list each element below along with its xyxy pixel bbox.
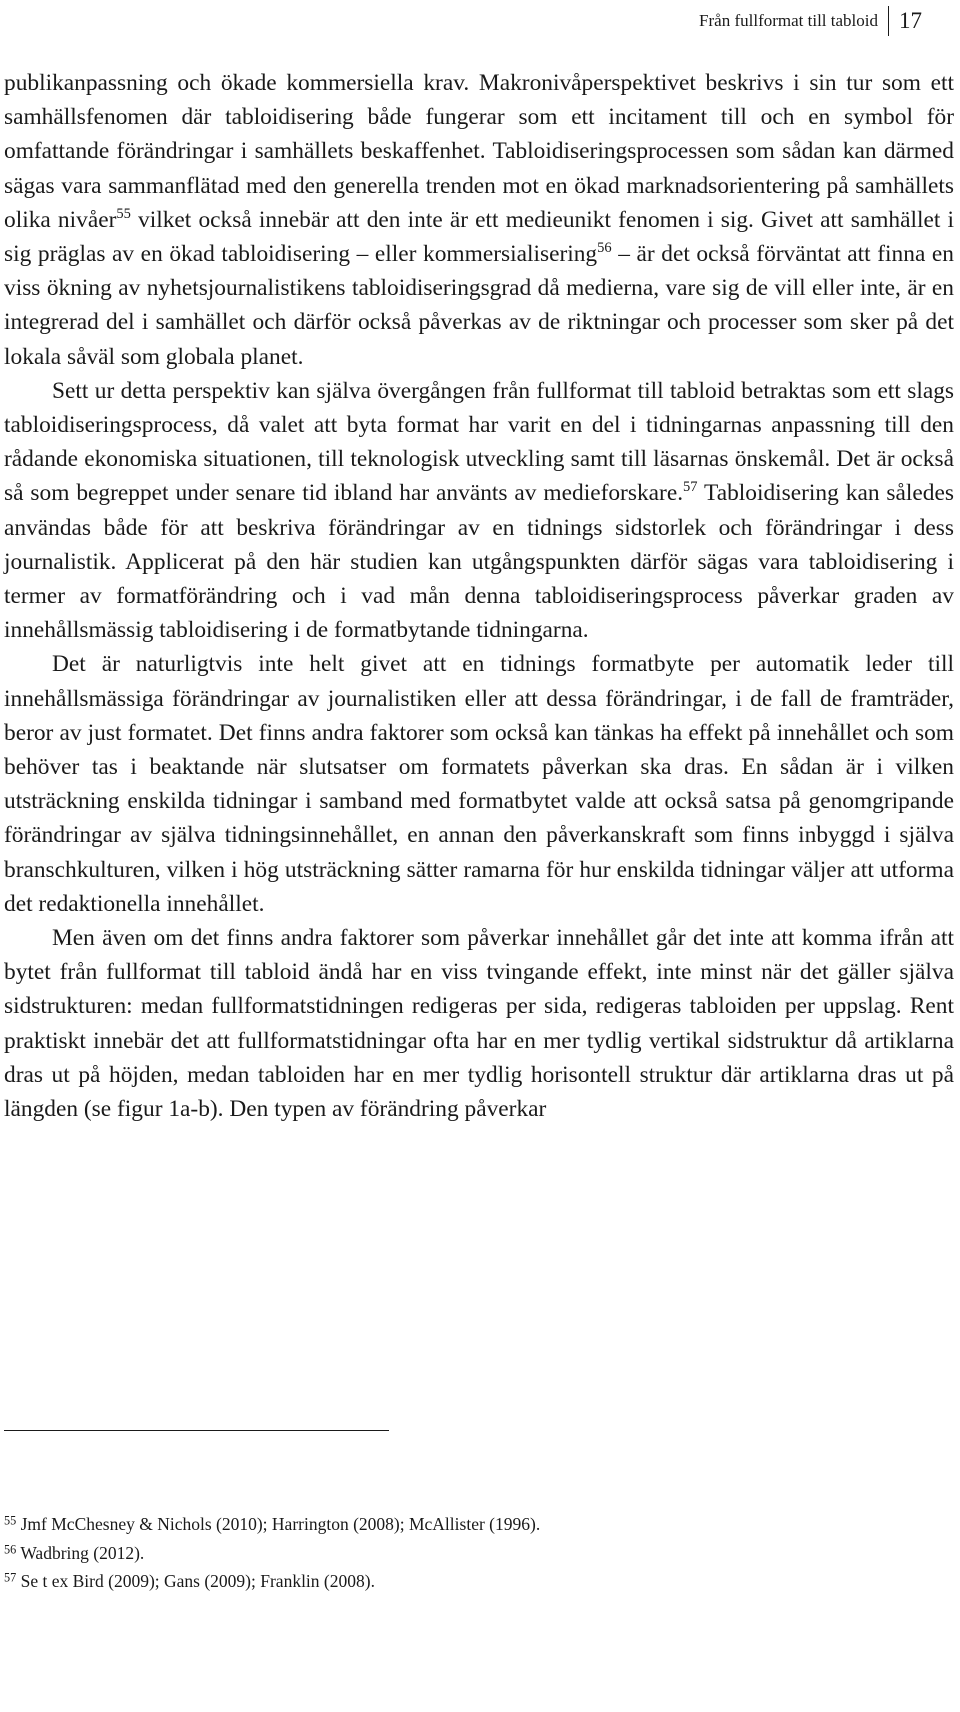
paragraph-text: publikanpassning och ökade kommersiella krav. Makronivåperspektivet beskrivs i sin tur som ett samhällsfenomen där tabloidisering både fungerar som ett incitament till och en symbol för omfattande förändringar i samhällets beskaffenhet. Tabloidiseringsprocessen som sådan kan därmed sägas vara sammanflätad med den generella trenden mot en ökad marknadsorientering på samhällets olika nivåer	[4, 70, 954, 233]
footnote-55	[4, 1510, 954, 1539]
page-number: 17	[899, 8, 922, 33]
paragraph-text: – är det också förväntat att finna en viss ökning av nyhetsjournalistikens tabloidiseringsgrad då medierna, vare sig de vill eller inte, är en integrerad del i samhället och därför också påverkas av de riktningar och processer som sker på det lokala såväl som globala planet.	[4, 241, 954, 370]
footnotes	[4, 1510, 954, 1596]
paragraph-3: Det är naturligtvis inte helt givet att en tidnings formatbyte per automatik leder till innehållsmässiga förändringar av journalistiken eller att dessa förändringar, i de fall de framträder, beror av just formatet. Det finns andra faktorer som också kan tänkas ha effekt på innehållet och som behöver tas i beaktande när slutsatser om formatets påverkan ska dras. En sådan är i vilken utsträckning enskilda tidningar i samband med formatbytet valde att också satsa på genomgripande förändringar av själva tidningsinnehållet, en annan den påverkanskraft som finns inbyggd i själva branschkulturen, vilken i hög utsträckning sätter ramarna för hur enskilda tidningar väljer att utforma det redaktionella innehållet.	[4, 651, 954, 917]
paragraph-2	[4, 374, 954, 648]
body-text	[4, 66, 954, 1126]
footnote-separator	[4, 1430, 389, 1431]
footnote-ref-55: 55	[116, 205, 131, 222]
paragraph-1	[4, 66, 954, 374]
running-title: Från fullformat till tabloid	[699, 11, 878, 30]
footnote-ref-57: 57	[683, 479, 698, 496]
footnote-number: 55	[4, 1513, 17, 1528]
paragraph-text: Tabloidisering kan således användas både för att beskriva förändringar av en tidnings sidstorlek och förändringar i dess journalistik. Applicerat på den här studien kan utgångspunkten därför sägas vara tabloidisering i termer av formatförändring och i vad mån denna tabloidiseringsprocess påverkar graden av innehållsmässig tabloidisering i de formatbytande tidningarna.	[4, 480, 954, 644]
footnote-number: 57	[4, 1570, 17, 1585]
paragraph-text: Sett ur detta perspektiv kan själva övergången från fullformat till tabloid betraktas som ett slags tabloidiseringsprocess, då valet att byta format har varit en del i tidningarnas anpassning till den rådande ekonomiska situationen, till teknologisk utveckling samt till läsarnas önskemål. Det är också så som begreppet under senare tid ibland har använts av medieforskare.	[4, 377, 954, 507]
footnote-ref-56: 56	[597, 240, 612, 257]
paragraph-4: Men även om det finns andra faktorer som påverkar innehållet går det inte att komma ifrån att bytet från fullformat till tabloid ändå har en viss tvingande effekt, inte minst när det gäller själva sidstrukturen: medan fullformatstidningen redigeras per sida, redigeras tabloiden per uppslag. Rent praktiskt innebär det att fullformatstidningar ofta har en mer tydlig vertikal sidstruktur då artiklarna dras ut på höjden, medan tabloiden har en mer tydlig horisontell struktur där artiklarna dras ut på längden (se figur 1a-b). Den typen av förändring påverkar	[4, 925, 954, 1123]
footnote-text: Wadbring (2012).	[20, 1542, 145, 1563]
footnote-57	[4, 1567, 954, 1596]
footnote-number: 56	[4, 1542, 17, 1556]
footnote-text: Jmf McChesney & Nichols (2010); Harrington (2008); McAllister (1996).	[20, 1514, 541, 1534]
paragraph-text: vilket också innebär att den inte är ett medieunikt fenomen i sig. Givet att samhället i sig präglas av en ökad tabloidisering – eller kommersialisering	[4, 206, 954, 268]
page-header	[699, 6, 922, 36]
footnote-56	[4, 1539, 954, 1568]
footnote-text: Se t ex Bird (2009); Gans (2009); Franklin (2008).	[20, 1571, 375, 1591]
